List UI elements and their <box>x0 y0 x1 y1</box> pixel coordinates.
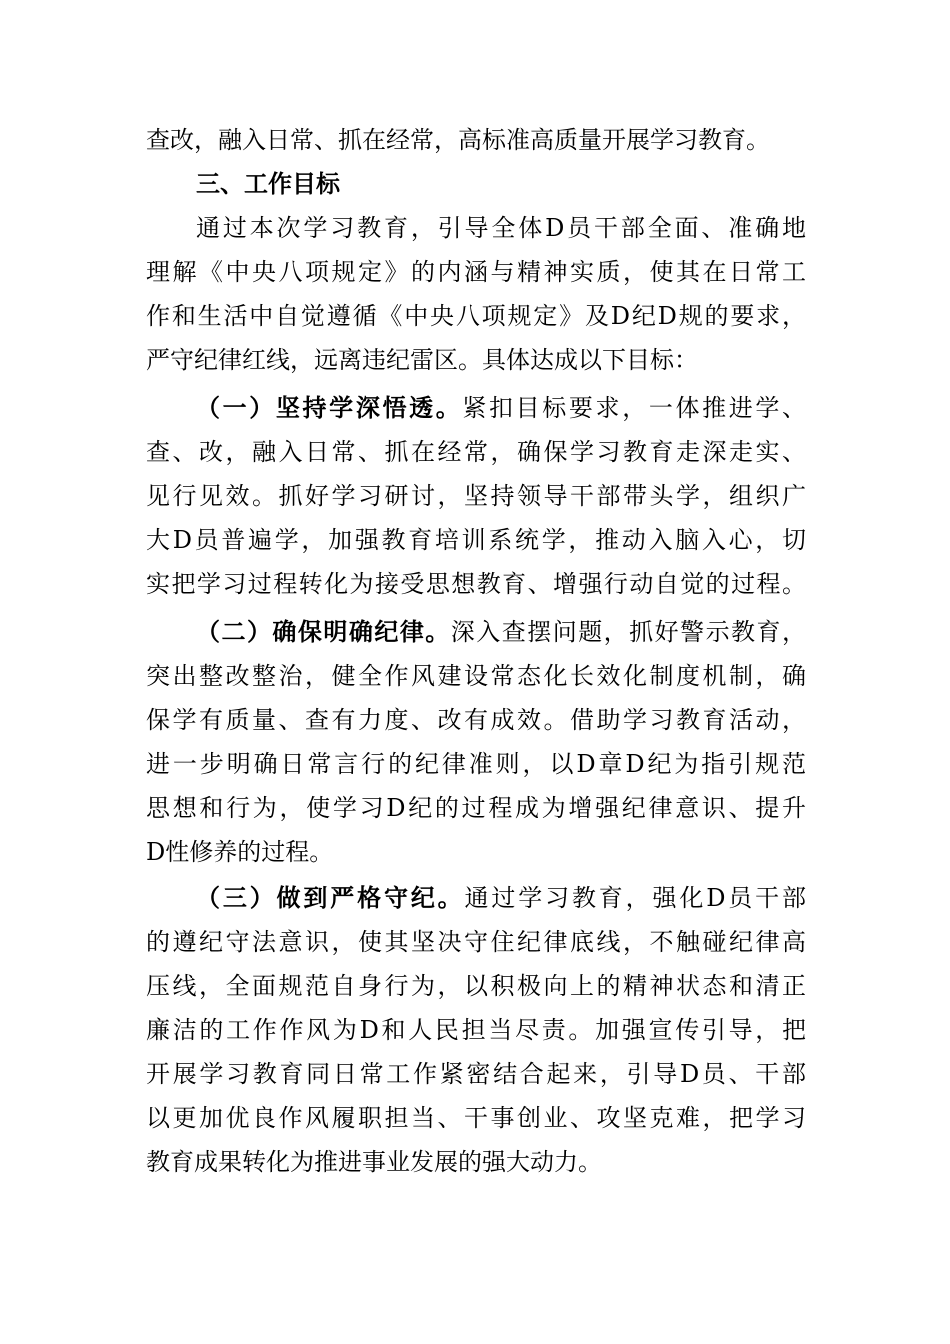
item-first-line <box>196 386 806 430</box>
item-title: （二）确保明确纪律。 <box>196 618 451 646</box>
paragraph-line: 查、改，融入日常、抓在经常，确保学习教育走深走实、 <box>146 438 806 466</box>
item-title: （一）坚持学深悟透。 <box>196 394 463 422</box>
paragraph-line: 教育成果转化为推进事业发展的强大动力。 <box>146 1148 602 1176</box>
paragraph-line: 保学有质量、查有力度、改有成效。借助学习教育活动， <box>146 706 806 734</box>
item-text: 深入查摆问题，抓好警示教育， <box>450 618 807 646</box>
paragraph-line: 查改，融入日常、抓在经常，高标准高质量开展学习教育。 <box>146 126 770 154</box>
paragraph-line: 见行见效。抓好学习研讨，坚持领导干部带头学，组织广 <box>146 482 806 510</box>
paragraph-line: 压线，全面规范自身行为，以积极向上的精神状态和清正 <box>146 972 806 1000</box>
paragraph-line: 进一步明确日常言行的纪律准则，以D章D纪为指引规范 <box>146 750 806 778</box>
paragraph-line: 廉洁的工作作风为D和人民担当尽责。加强宣传引导，把 <box>146 1016 806 1044</box>
paragraph-line: 严守纪律红线，远离违纪雷区。具体达成以下目标： <box>146 346 698 374</box>
paragraph-line: 以更加优良作风履职担当、干事创业、攻坚克难，把学习 <box>146 1104 806 1132</box>
paragraph-line: 实把学习过程转化为接受思想教育、增强行动自觉的过程。 <box>146 570 806 598</box>
paragraph-line: 理解《中央八项规定》的内涵与精神实质，使其在日常工 <box>146 258 806 286</box>
paragraph-line: 思想和行为，使学习D纪的过程成为增强纪律意识、提升 <box>146 794 806 822</box>
paragraph-line: 作和生活中自觉遵循《中央八项规定》及D纪D规的要求， <box>146 302 806 330</box>
item-text: 通过学习教育，强化D员干部 <box>464 884 806 912</box>
item-text: 紧扣目标要求，一体推进学、 <box>462 394 807 422</box>
paragraph-line: D性修养的过程。 <box>146 838 334 866</box>
paragraph-line: 突出整改整治，健全作风建设常态化长效化制度机制，确 <box>146 662 806 690</box>
paragraph-line: 大D员普遍学，加强教育培训系统学，推动入脑入心，切 <box>146 526 806 554</box>
paragraph-line: 的遵纪守法意识，使其坚决守住纪律底线，不触碰纪律高 <box>146 928 806 956</box>
item-first-line <box>196 610 806 654</box>
item-title: （三）做到严格守纪。 <box>196 884 465 912</box>
paragraph-line: 通过本次学习教育，引导全体D员干部全面、准确地 <box>196 214 806 242</box>
item-first-line <box>196 876 806 920</box>
section-heading: 三、工作目标 <box>196 170 340 198</box>
paragraph-line: 开展学习教育同日常工作紧密结合起来，引导D员、干部 <box>146 1060 806 1088</box>
